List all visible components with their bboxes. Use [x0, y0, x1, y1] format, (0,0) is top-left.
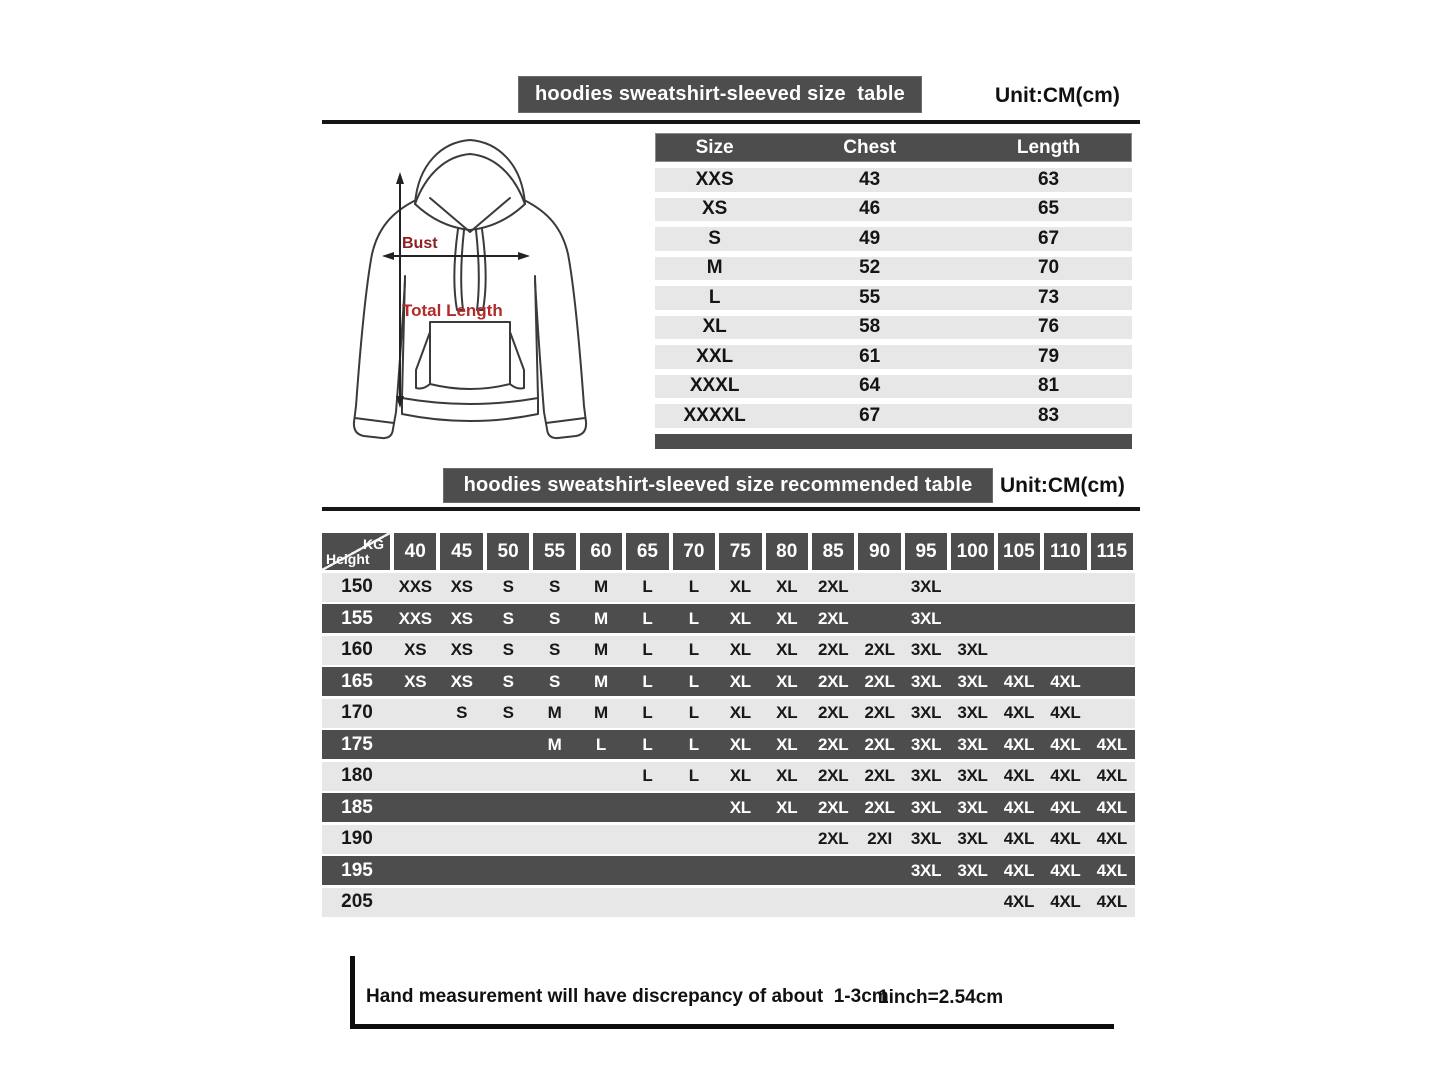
size-recommendation-cell: 3XL — [957, 766, 988, 785]
size-column-header: Size — [695, 136, 734, 158]
size-recommendation-cell: XL — [776, 608, 798, 628]
size-recommendation-cell: 3XL — [910, 608, 942, 628]
size-recommendation-cell: 3XL — [910, 577, 942, 596]
size-table-body — [655, 168, 1132, 428]
recommend-table-header — [322, 533, 1135, 570]
separator-line-2 — [322, 507, 1140, 511]
size-value: XS — [701, 198, 728, 220]
size-recommendation-cell: XS — [404, 671, 427, 691]
size-recommendation-cell: L — [688, 577, 699, 596]
size-recommendation-cell: 3XL — [957, 671, 988, 691]
size-recommendation-cell: L — [642, 703, 653, 722]
size-recommendation-cell: S — [549, 671, 561, 691]
recommend-table — [322, 533, 1135, 917]
chest-value: 43 — [859, 168, 881, 190]
size-recommendation-cell: 3XL — [910, 671, 942, 691]
size-recommendation-cell: XL — [729, 608, 751, 628]
size-recommendation-cell: XS — [450, 608, 473, 628]
chest-value: 64 — [859, 375, 881, 397]
length-value: 63 — [1037, 168, 1060, 190]
size-recommendation-cell: 2XL — [818, 766, 849, 785]
size-recommendation-cell: XL — [729, 703, 751, 722]
size-recommendation-cell: L — [688, 640, 699, 659]
size-recommendation-cell: 2XL — [864, 703, 895, 722]
recommend-table-row — [322, 825, 1135, 854]
size-recommendation-cell: S — [549, 608, 561, 628]
weight-header-cell: 100 — [951, 533, 993, 570]
recommend-table-row — [322, 793, 1135, 822]
size-recommendation-cell: 2XL — [818, 608, 849, 628]
size-recommendation-cell: 3XL — [910, 797, 942, 817]
length-column-header: Length — [1016, 136, 1081, 158]
size-recommendation-cell: S — [502, 577, 514, 596]
size-value: XXS — [695, 168, 734, 190]
weight-header-cell: 75 — [719, 533, 761, 570]
size-recommendation-cell: 4XL — [1003, 829, 1035, 848]
chest-value: 55 — [859, 286, 881, 308]
size-recommendation-cell: 4XL — [1050, 892, 1081, 911]
kg-corner-label: KG — [363, 536, 384, 552]
size-recommendation-cell: L — [642, 766, 653, 785]
size-recommendation-cell: L — [642, 640, 653, 659]
size-recommendation-cell: 2XL — [864, 766, 895, 785]
size-recommendation-cell: 3XL — [910, 703, 942, 722]
size-recommendation-cell: 3XL — [957, 640, 988, 659]
size-recommendation-cell: L — [642, 734, 653, 754]
weight-header-cell: 65 — [626, 533, 668, 570]
height-row-header: 155 — [341, 607, 373, 629]
size-recommendation-cell: L — [642, 671, 653, 691]
size-recommendation-cell: L — [642, 577, 653, 596]
size-recommendation-cell: XL — [729, 577, 751, 596]
size-recommendation-cell: 2XL — [818, 703, 849, 722]
size-recommendation-cell: 2XI — [867, 829, 892, 848]
size-recommendation-cell: 4XL — [1003, 766, 1035, 785]
size-recommendation-cell: 2XL — [818, 797, 849, 817]
height-row-header: 165 — [341, 670, 373, 692]
size-recommendation-cell: XL — [776, 640, 798, 659]
recommend-table-row — [322, 762, 1135, 791]
size-table-row — [655, 168, 1132, 192]
size-recommendation-cell: 3XL — [910, 734, 942, 754]
size-recommendation-cell: S — [456, 703, 468, 722]
recommend-table-row — [322, 573, 1135, 602]
note-border-bottom — [350, 1024, 1114, 1029]
size-recommendation-cell: XL — [729, 766, 751, 785]
size-recommendation-cell: XL — [776, 671, 798, 691]
total-length-label: Total Length — [402, 301, 503, 320]
height-row-header: 205 — [341, 891, 373, 912]
size-value: XXXL — [689, 375, 740, 397]
measurement-note: Hand measurement will have discrepancy of about 1-3cm — [366, 986, 889, 1007]
chest-value: 49 — [859, 227, 881, 249]
height-corner-label: Height — [326, 551, 370, 567]
chest-value: 67 — [859, 404, 881, 426]
size-recommendation-cell: XL — [776, 703, 798, 722]
size-recommendation-cell: M — [594, 640, 608, 659]
size-recommendation-cell: 4XL — [1003, 860, 1035, 880]
size-recommendation-cell: XS — [450, 577, 473, 596]
size-recommendation-cell: M — [547, 703, 562, 722]
size-value: L — [708, 286, 721, 308]
size-recommendation-cell: 4XL — [1096, 766, 1127, 785]
length-value: 79 — [1037, 345, 1060, 367]
size-recommendation-cell: 2XL — [818, 640, 849, 659]
size-table-header — [655, 133, 1132, 162]
size-table-row — [655, 316, 1132, 340]
size-value: XL — [702, 316, 727, 338]
size-table-row — [655, 286, 1132, 310]
size-recommendation-cell: 3XL — [910, 829, 942, 848]
size-table-row — [655, 404, 1132, 428]
size-recommendation-cell: 4XL — [1096, 734, 1127, 754]
weight-header-cell: 55 — [533, 533, 575, 570]
size-recommendation-cell: 2XL — [864, 797, 895, 817]
size-table — [655, 133, 1132, 449]
height-row-header: 190 — [341, 828, 373, 849]
section1-unit-label: Unit:CM(cm) — [995, 84, 1120, 107]
size-recommendation-cell: XS — [404, 640, 427, 659]
size-recommendation-cell: M — [547, 734, 562, 754]
size-value: XXXXL — [683, 404, 746, 426]
size-recommendation-cell: 4XL — [1003, 703, 1035, 722]
size-recommendation-cell: 3XL — [910, 766, 942, 785]
recommend-table-row — [322, 888, 1135, 917]
size-recommendation-cell: XL — [776, 797, 798, 817]
size-recommendation-cell: 4XL — [1050, 766, 1081, 785]
size-value: XXL — [696, 345, 734, 367]
height-row-header: 195 — [341, 859, 373, 881]
size-recommendation-cell: 4XL — [1050, 797, 1081, 817]
size-recommendation-cell: XXS — [398, 608, 432, 628]
weight-header-cell: 45 — [440, 533, 482, 570]
size-recommendation-cell: M — [594, 577, 608, 596]
size-recommendation-cell: M — [594, 608, 608, 628]
size-table-row — [655, 198, 1132, 222]
size-recommendation-cell: 2XL — [864, 671, 895, 691]
size-recommendation-cell: 4XL — [1050, 829, 1081, 848]
size-recommendation-cell: S — [502, 640, 514, 659]
size-recommendation-cell: XXS — [398, 577, 432, 596]
height-row-header: 150 — [341, 576, 373, 597]
size-recommendation-cell: L — [595, 734, 607, 754]
recommend-table-row — [322, 856, 1135, 885]
recommend-table-row — [322, 667, 1135, 696]
length-value: 76 — [1037, 316, 1060, 338]
size-recommendation-cell: 4XL — [1003, 671, 1035, 691]
weight-header-cell: 115 — [1091, 533, 1133, 570]
size-recommendation-cell: 4XL — [1096, 829, 1127, 848]
size-recommendation-cell: 4XL — [1050, 860, 1081, 880]
size-table-row — [655, 257, 1132, 281]
size-recommendation-cell: L — [688, 608, 699, 628]
size-value: S — [708, 227, 721, 249]
height-row-header: 185 — [341, 796, 373, 818]
hoodie-measurement-diagram — [330, 126, 650, 466]
size-recommendation-cell: 3XL — [910, 860, 942, 880]
weight-header-cell: 40 — [394, 533, 436, 570]
inch-conversion-note: 1inch=2.54cm — [878, 987, 1004, 1008]
recommend-table-body — [322, 573, 1135, 917]
chest-value: 52 — [859, 257, 881, 279]
size-table-row — [655, 375, 1132, 399]
size-recommendation-cell: 3XL — [957, 797, 988, 817]
recommend-table-row — [322, 699, 1135, 728]
size-table-row — [655, 227, 1132, 251]
section1-title-bar — [518, 76, 922, 113]
length-value: 73 — [1037, 286, 1060, 308]
size-recommendation-cell: S — [502, 608, 514, 628]
bust-label: Bust — [402, 235, 438, 252]
size-recommendation-cell: XS — [450, 671, 473, 691]
kg-height-corner-cell — [322, 533, 390, 570]
size-recommendation-cell: L — [688, 734, 699, 754]
length-value: 67 — [1037, 227, 1060, 249]
size-recommendation-cell: 4XL — [1050, 703, 1081, 722]
recommend-table-row — [322, 604, 1135, 633]
size-recommendation-cell: 4XL — [1096, 892, 1127, 911]
size-recommendation-cell: L — [688, 766, 699, 785]
chest-value: 58 — [859, 316, 881, 338]
weight-header-cell: 60 — [580, 533, 622, 570]
size-recommendation-cell: XL — [729, 734, 751, 754]
size-recommendation-cell: XL — [729, 797, 751, 817]
length-value: 81 — [1037, 375, 1060, 397]
weight-header-cell: 105 — [998, 533, 1040, 570]
length-value: 65 — [1037, 198, 1060, 220]
note-border-left — [350, 956, 355, 1029]
size-recommendation-cell: 4XL — [1050, 671, 1081, 691]
size-recommendation-cell: 4XL — [1096, 797, 1127, 817]
size-recommendation-cell: M — [594, 703, 608, 722]
size-recommendation-cell: L — [688, 671, 699, 691]
size-recommendation-cell: XL — [729, 671, 751, 691]
separator-line-1 — [322, 120, 1140, 124]
size-recommendation-cell: XS — [450, 640, 473, 659]
size-recommendation-cell: 2XL — [864, 734, 895, 754]
size-recommendation-cell: 2XL — [818, 734, 849, 754]
weight-header-cell: 95 — [905, 533, 947, 570]
size-table-row — [655, 345, 1132, 369]
size-recommendation-cell: 3XL — [957, 703, 988, 722]
size-value: M — [706, 257, 723, 279]
size-recommendation-cell: M — [594, 671, 608, 691]
size-recommendation-cell: L — [642, 608, 653, 628]
recommend-table-row — [322, 636, 1135, 665]
size-recommendation-cell: 4XL — [1050, 734, 1081, 754]
section2-title-bar — [443, 468, 993, 503]
size-recommendation-cell: XL — [776, 577, 798, 596]
weight-header-cell: 110 — [1044, 533, 1086, 570]
size-recommendation-cell: S — [502, 703, 514, 722]
hoodie-outline — [354, 140, 586, 438]
length-value: 70 — [1037, 257, 1060, 279]
height-row-header: 170 — [341, 702, 373, 723]
size-recommendation-cell: 2XL — [818, 577, 849, 596]
size-recommendation-cell: S — [549, 577, 561, 596]
size-recommendation-cell: 2XL — [818, 671, 849, 691]
size-recommendation-cell: XL — [729, 640, 751, 659]
height-row-header: 180 — [341, 765, 373, 786]
size-recommendation-cell: 4XL — [1003, 797, 1035, 817]
height-row-header: 160 — [341, 639, 373, 660]
size-recommendation-cell: 4XL — [1096, 860, 1127, 880]
chest-value: 46 — [859, 198, 881, 220]
chest-value: 61 — [859, 345, 881, 367]
weight-header-cell: 70 — [673, 533, 715, 570]
chest-column-header: Chest — [843, 136, 897, 158]
size-recommendation-cell: 3XL — [910, 640, 942, 659]
weight-header-cell: 80 — [766, 533, 808, 570]
weight-header-cell: 50 — [487, 533, 529, 570]
weight-header-cell: 85 — [812, 533, 854, 570]
height-row-header: 175 — [341, 733, 373, 755]
section2-title: hoodies sweatshirt-sleeved size recommended table — [463, 474, 973, 496]
size-recommendation-cell: 2XL — [818, 829, 849, 848]
size-table-footer-bar — [655, 434, 1132, 449]
size-recommendation-cell: L — [688, 703, 699, 722]
section2-unit-label: Unit:CM(cm) — [1000, 474, 1125, 497]
size-recommendation-cell: 3XL — [957, 829, 988, 848]
recommend-table-row — [322, 730, 1135, 759]
size-recommendation-cell: 3XL — [957, 734, 988, 754]
length-value: 83 — [1037, 404, 1060, 426]
section1-title: hoodies sweatshirt-sleeved size table — [535, 83, 905, 105]
size-recommendation-cell: XL — [776, 766, 798, 785]
size-recommendation-cell: XL — [776, 734, 798, 754]
size-recommendation-cell: 3XL — [957, 860, 988, 880]
size-recommendation-cell: S — [549, 640, 561, 659]
size-recommendation-cell: 4XL — [1003, 734, 1035, 754]
weight-header-cell: 90 — [858, 533, 900, 570]
size-recommendation-cell: 4XL — [1003, 892, 1035, 911]
size-recommendation-cell: S — [502, 671, 514, 691]
size-recommendation-cell: 2XL — [864, 640, 895, 659]
